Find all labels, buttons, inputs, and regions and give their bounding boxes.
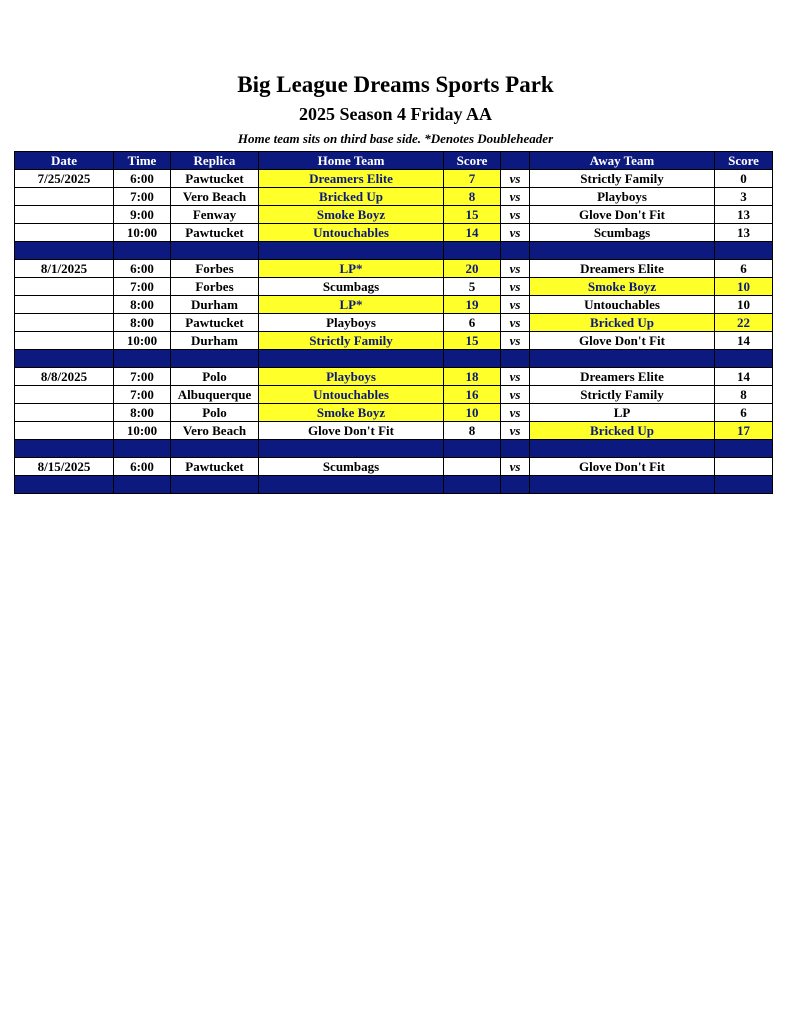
schedule-table	[14, 151, 773, 494]
away-score-cell: 6	[715, 404, 773, 422]
away-score-cell: 10	[715, 278, 773, 296]
home-team-cell: Bricked Up	[259, 188, 444, 206]
date-cell: 8/8/2025	[15, 368, 114, 386]
replica-cell: Pawtucket	[171, 314, 259, 332]
game-row	[15, 170, 773, 188]
week-separator-row	[15, 350, 773, 368]
separator-cell	[530, 350, 715, 368]
vs-cell: vs	[501, 224, 530, 242]
game-row	[15, 206, 773, 224]
away-score-cell: 6	[715, 260, 773, 278]
separator-cell	[715, 476, 773, 494]
separator-cell	[501, 440, 530, 458]
schedule-body	[15, 170, 773, 494]
game-row	[15, 404, 773, 422]
away-score-cell: 14	[715, 332, 773, 350]
separator-cell	[15, 476, 114, 494]
date-cell: 7/25/2025	[15, 170, 114, 188]
date-cell: 8/1/2025	[15, 260, 114, 278]
col-away-score: Score	[715, 152, 773, 170]
season-subtitle: 2025 Season 4 Friday AA	[298, 104, 493, 124]
home-score-cell: 7	[444, 170, 501, 188]
game-row	[15, 332, 773, 350]
date-cell	[15, 206, 114, 224]
time-cell: 8:00	[114, 404, 171, 422]
away-team-cell: LP	[530, 404, 715, 422]
col-vs	[501, 152, 530, 170]
replica-cell: Polo	[171, 404, 259, 422]
replica-cell: Albuquerque	[171, 386, 259, 404]
separator-cell	[530, 440, 715, 458]
vs-cell: vs	[501, 458, 530, 476]
week-separator-row	[15, 440, 773, 458]
away-score-cell: 3	[715, 188, 773, 206]
away-team-cell: Bricked Up	[530, 314, 715, 332]
game-row	[15, 458, 773, 476]
home-score-cell: 6	[444, 314, 501, 332]
date-cell: 8/15/2025	[15, 458, 114, 476]
separator-cell	[15, 440, 114, 458]
home-team-cell: LP*	[259, 296, 444, 314]
away-score-cell: 8	[715, 386, 773, 404]
home-team-cell: Smoke Boyz	[259, 404, 444, 422]
time-cell: 8:00	[114, 296, 171, 314]
date-cell	[15, 296, 114, 314]
date-cell	[15, 188, 114, 206]
separator-cell	[114, 440, 171, 458]
separator-cell	[171, 476, 259, 494]
date-cell	[15, 224, 114, 242]
home-team-cell: Dreamers Elite	[259, 170, 444, 188]
home-team-cell: Strictly Family	[259, 332, 444, 350]
home-score-cell	[444, 458, 501, 476]
separator-cell	[715, 242, 773, 260]
away-team-cell: Dreamers Elite	[530, 368, 715, 386]
away-score-cell: 0	[715, 170, 773, 188]
separator-cell	[15, 350, 114, 368]
time-cell: 9:00	[114, 206, 171, 224]
time-cell: 10:00	[114, 224, 171, 242]
away-score-cell: 22	[715, 314, 773, 332]
date-cell	[15, 278, 114, 296]
home-team-cell: Playboys	[259, 368, 444, 386]
home-team-cell: Scumbags	[259, 278, 444, 296]
vs-cell: vs	[501, 296, 530, 314]
home-score-cell: 15	[444, 206, 501, 224]
game-row	[15, 260, 773, 278]
separator-cell	[259, 350, 444, 368]
separator-cell	[259, 476, 444, 494]
header-row	[15, 152, 773, 170]
vs-cell: vs	[501, 404, 530, 422]
replica-cell: Fenway	[171, 206, 259, 224]
home-team-cell: Untouchables	[259, 386, 444, 404]
game-row	[15, 278, 773, 296]
away-team-cell: Glove Don't Fit	[530, 332, 715, 350]
home-score-cell: 14	[444, 224, 501, 242]
separator-cell	[114, 242, 171, 260]
home-score-cell: 8	[444, 422, 501, 440]
away-score-cell	[715, 458, 773, 476]
replica-cell: Pawtucket	[171, 224, 259, 242]
time-cell: 6:00	[114, 458, 171, 476]
replica-cell: Forbes	[171, 260, 259, 278]
game-row	[15, 296, 773, 314]
vs-cell: vs	[501, 332, 530, 350]
separator-cell	[171, 242, 259, 260]
away-team-cell: Dreamers Elite	[530, 260, 715, 278]
home-score-cell: 8	[444, 188, 501, 206]
replica-cell: Polo	[171, 368, 259, 386]
separator-cell	[15, 242, 114, 260]
separator-cell	[715, 350, 773, 368]
vs-cell: vs	[501, 206, 530, 224]
separator-cell	[444, 350, 501, 368]
separator-cell	[171, 440, 259, 458]
home-team-cell: Playboys	[259, 314, 444, 332]
separator-cell	[114, 476, 171, 494]
replica-cell: Durham	[171, 296, 259, 314]
separator-cell	[259, 242, 444, 260]
home-team-cell: Untouchables	[259, 224, 444, 242]
home-team-cell: Smoke Boyz	[259, 206, 444, 224]
col-away-team: Away Team	[530, 152, 715, 170]
away-score-cell: 17	[715, 422, 773, 440]
home-score-cell: 10	[444, 404, 501, 422]
separator-cell	[530, 242, 715, 260]
date-cell	[15, 404, 114, 422]
time-cell: 10:00	[114, 332, 171, 350]
home-score-cell: 5	[444, 278, 501, 296]
vs-cell: vs	[501, 386, 530, 404]
home-score-cell: 15	[444, 332, 501, 350]
col-home-score: Score	[444, 152, 501, 170]
away-score-cell: 10	[715, 296, 773, 314]
game-row	[15, 224, 773, 242]
time-cell: 6:00	[114, 260, 171, 278]
vs-cell: vs	[501, 278, 530, 296]
game-row	[15, 188, 773, 206]
time-cell: 7:00	[114, 278, 171, 296]
date-cell	[15, 422, 114, 440]
away-team-cell: Glove Don't Fit	[530, 206, 715, 224]
separator-cell	[171, 350, 259, 368]
away-team-cell: Strictly Family	[530, 170, 715, 188]
vs-cell: vs	[501, 368, 530, 386]
schedule-note: Home team sits on third base side. *Denotes Doubleheader	[237, 131, 554, 146]
game-row	[15, 314, 773, 332]
separator-cell	[114, 350, 171, 368]
date-cell	[15, 386, 114, 404]
col-time: Time	[114, 152, 171, 170]
away-score-cell: 13	[715, 206, 773, 224]
home-team-cell: Scumbags	[259, 458, 444, 476]
col-replica: Replica	[171, 152, 259, 170]
time-cell: 7:00	[114, 368, 171, 386]
replica-cell: Durham	[171, 332, 259, 350]
home-team-cell: LP*	[259, 260, 444, 278]
away-score-cell: 14	[715, 368, 773, 386]
away-team-cell: Bricked Up	[530, 422, 715, 440]
vs-cell: vs	[501, 422, 530, 440]
separator-cell	[259, 440, 444, 458]
separator-cell	[501, 476, 530, 494]
separator-cell	[715, 440, 773, 458]
away-team-cell: Untouchables	[530, 296, 715, 314]
game-row	[15, 368, 773, 386]
separator-cell	[444, 476, 501, 494]
separator-cell	[444, 440, 501, 458]
away-team-cell: Smoke Boyz	[530, 278, 715, 296]
home-score-cell: 20	[444, 260, 501, 278]
separator-cell	[501, 242, 530, 260]
date-cell	[15, 314, 114, 332]
home-score-cell: 18	[444, 368, 501, 386]
time-cell: 7:00	[114, 188, 171, 206]
date-cell	[15, 332, 114, 350]
time-cell: 8:00	[114, 314, 171, 332]
week-separator-row	[15, 242, 773, 260]
home-score-cell: 16	[444, 386, 501, 404]
replica-cell: Vero Beach	[171, 422, 259, 440]
home-score-cell: 19	[444, 296, 501, 314]
col-date: Date	[15, 152, 114, 170]
replica-cell: Pawtucket	[171, 170, 259, 188]
time-cell: 6:00	[114, 170, 171, 188]
col-home-team: Home Team	[259, 152, 444, 170]
separator-cell	[530, 476, 715, 494]
game-row	[15, 386, 773, 404]
away-team-cell: Scumbags	[530, 224, 715, 242]
page-title: Big League Dreams Sports Park	[237, 72, 554, 97]
vs-cell: vs	[501, 314, 530, 332]
away-score-cell: 13	[715, 224, 773, 242]
home-team-cell: Glove Don't Fit	[259, 422, 444, 440]
time-cell: 7:00	[114, 386, 171, 404]
separator-cell	[444, 242, 501, 260]
replica-cell: Vero Beach	[171, 188, 259, 206]
vs-cell: vs	[501, 260, 530, 278]
game-row	[15, 422, 773, 440]
week-separator-row	[15, 476, 773, 494]
separator-cell	[501, 350, 530, 368]
away-team-cell: Playboys	[530, 188, 715, 206]
vs-cell: vs	[501, 170, 530, 188]
away-team-cell: Strictly Family	[530, 386, 715, 404]
replica-cell: Forbes	[171, 278, 259, 296]
away-team-cell: Glove Don't Fit	[530, 458, 715, 476]
replica-cell: Pawtucket	[171, 458, 259, 476]
time-cell: 10:00	[114, 422, 171, 440]
vs-cell: vs	[501, 188, 530, 206]
